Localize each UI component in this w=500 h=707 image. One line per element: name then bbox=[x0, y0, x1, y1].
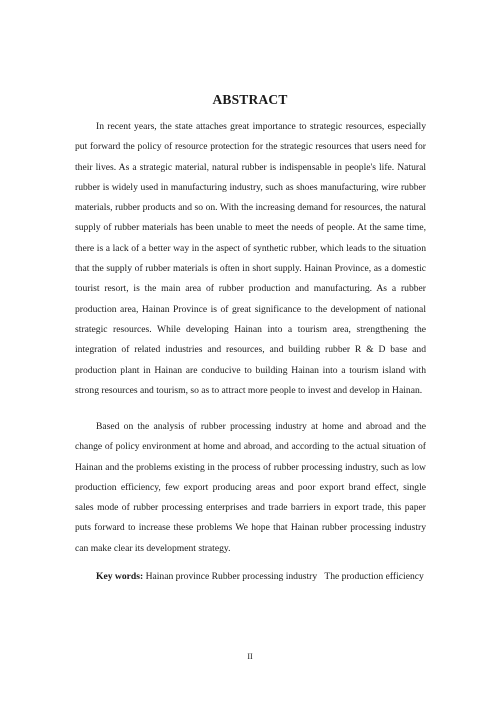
keywords-line bbox=[75, 567, 426, 587]
keywords-text: Hainan province Rubber processing industry The production efficiency bbox=[145, 571, 424, 582]
keywords-label: Key words: bbox=[96, 571, 144, 582]
abstract-paragraph-2: Based on the analysis of rubber processing industry at home and abroad and the change of policy environment at home and abroad, and according to the actual situation of Hainan and the problems existing in the process of rubber processing industry, such as low production efficiency, few export producing areas and poor export brand effect, single sales mode of rubber processing enterprises and trade barriers in export trade, this paper puts forward to increase these problems We hope that Hainan rubber processing industry can make clear its development strategy. bbox=[75, 421, 426, 554]
page-number: II bbox=[247, 652, 253, 661]
abstract-paragraph-1: In recent years, the state attaches great importance to strategic resources, especially put forward the policy of resource protection for the strategic resources that users need for their lives. As a strategic material, natural rubber is indispensable in people's life. Natural rubber is widely used in manufacturing industry, such as shoes manufacturing, wire rubber materials, rubber products and so on. With the increasing demand for resources, the natural supply of rubber materials has been unable to meet the needs of people. At the same time, there is a lack of a better way in the aspect of synthetic rubber, which leads to the situation that the supply of rubber materials is often in short supply. Hainan Province, as a domestic tourist resort, is the main area of rubber production and manufacturing. As a rubber production area, Hainan Province is of great significance to the development of national strategic resources. While developing Hainan into a tourism area, strengthening the integration of related industries and resources, and building rubber R & D base and production plant in Hainan are conducive to building Hainan into a tourism island with strong resources and tourism, so as to attract more people to invest and develop in Hainan. bbox=[75, 121, 426, 396]
abstract-title: ABSTRACT bbox=[212, 92, 288, 107]
